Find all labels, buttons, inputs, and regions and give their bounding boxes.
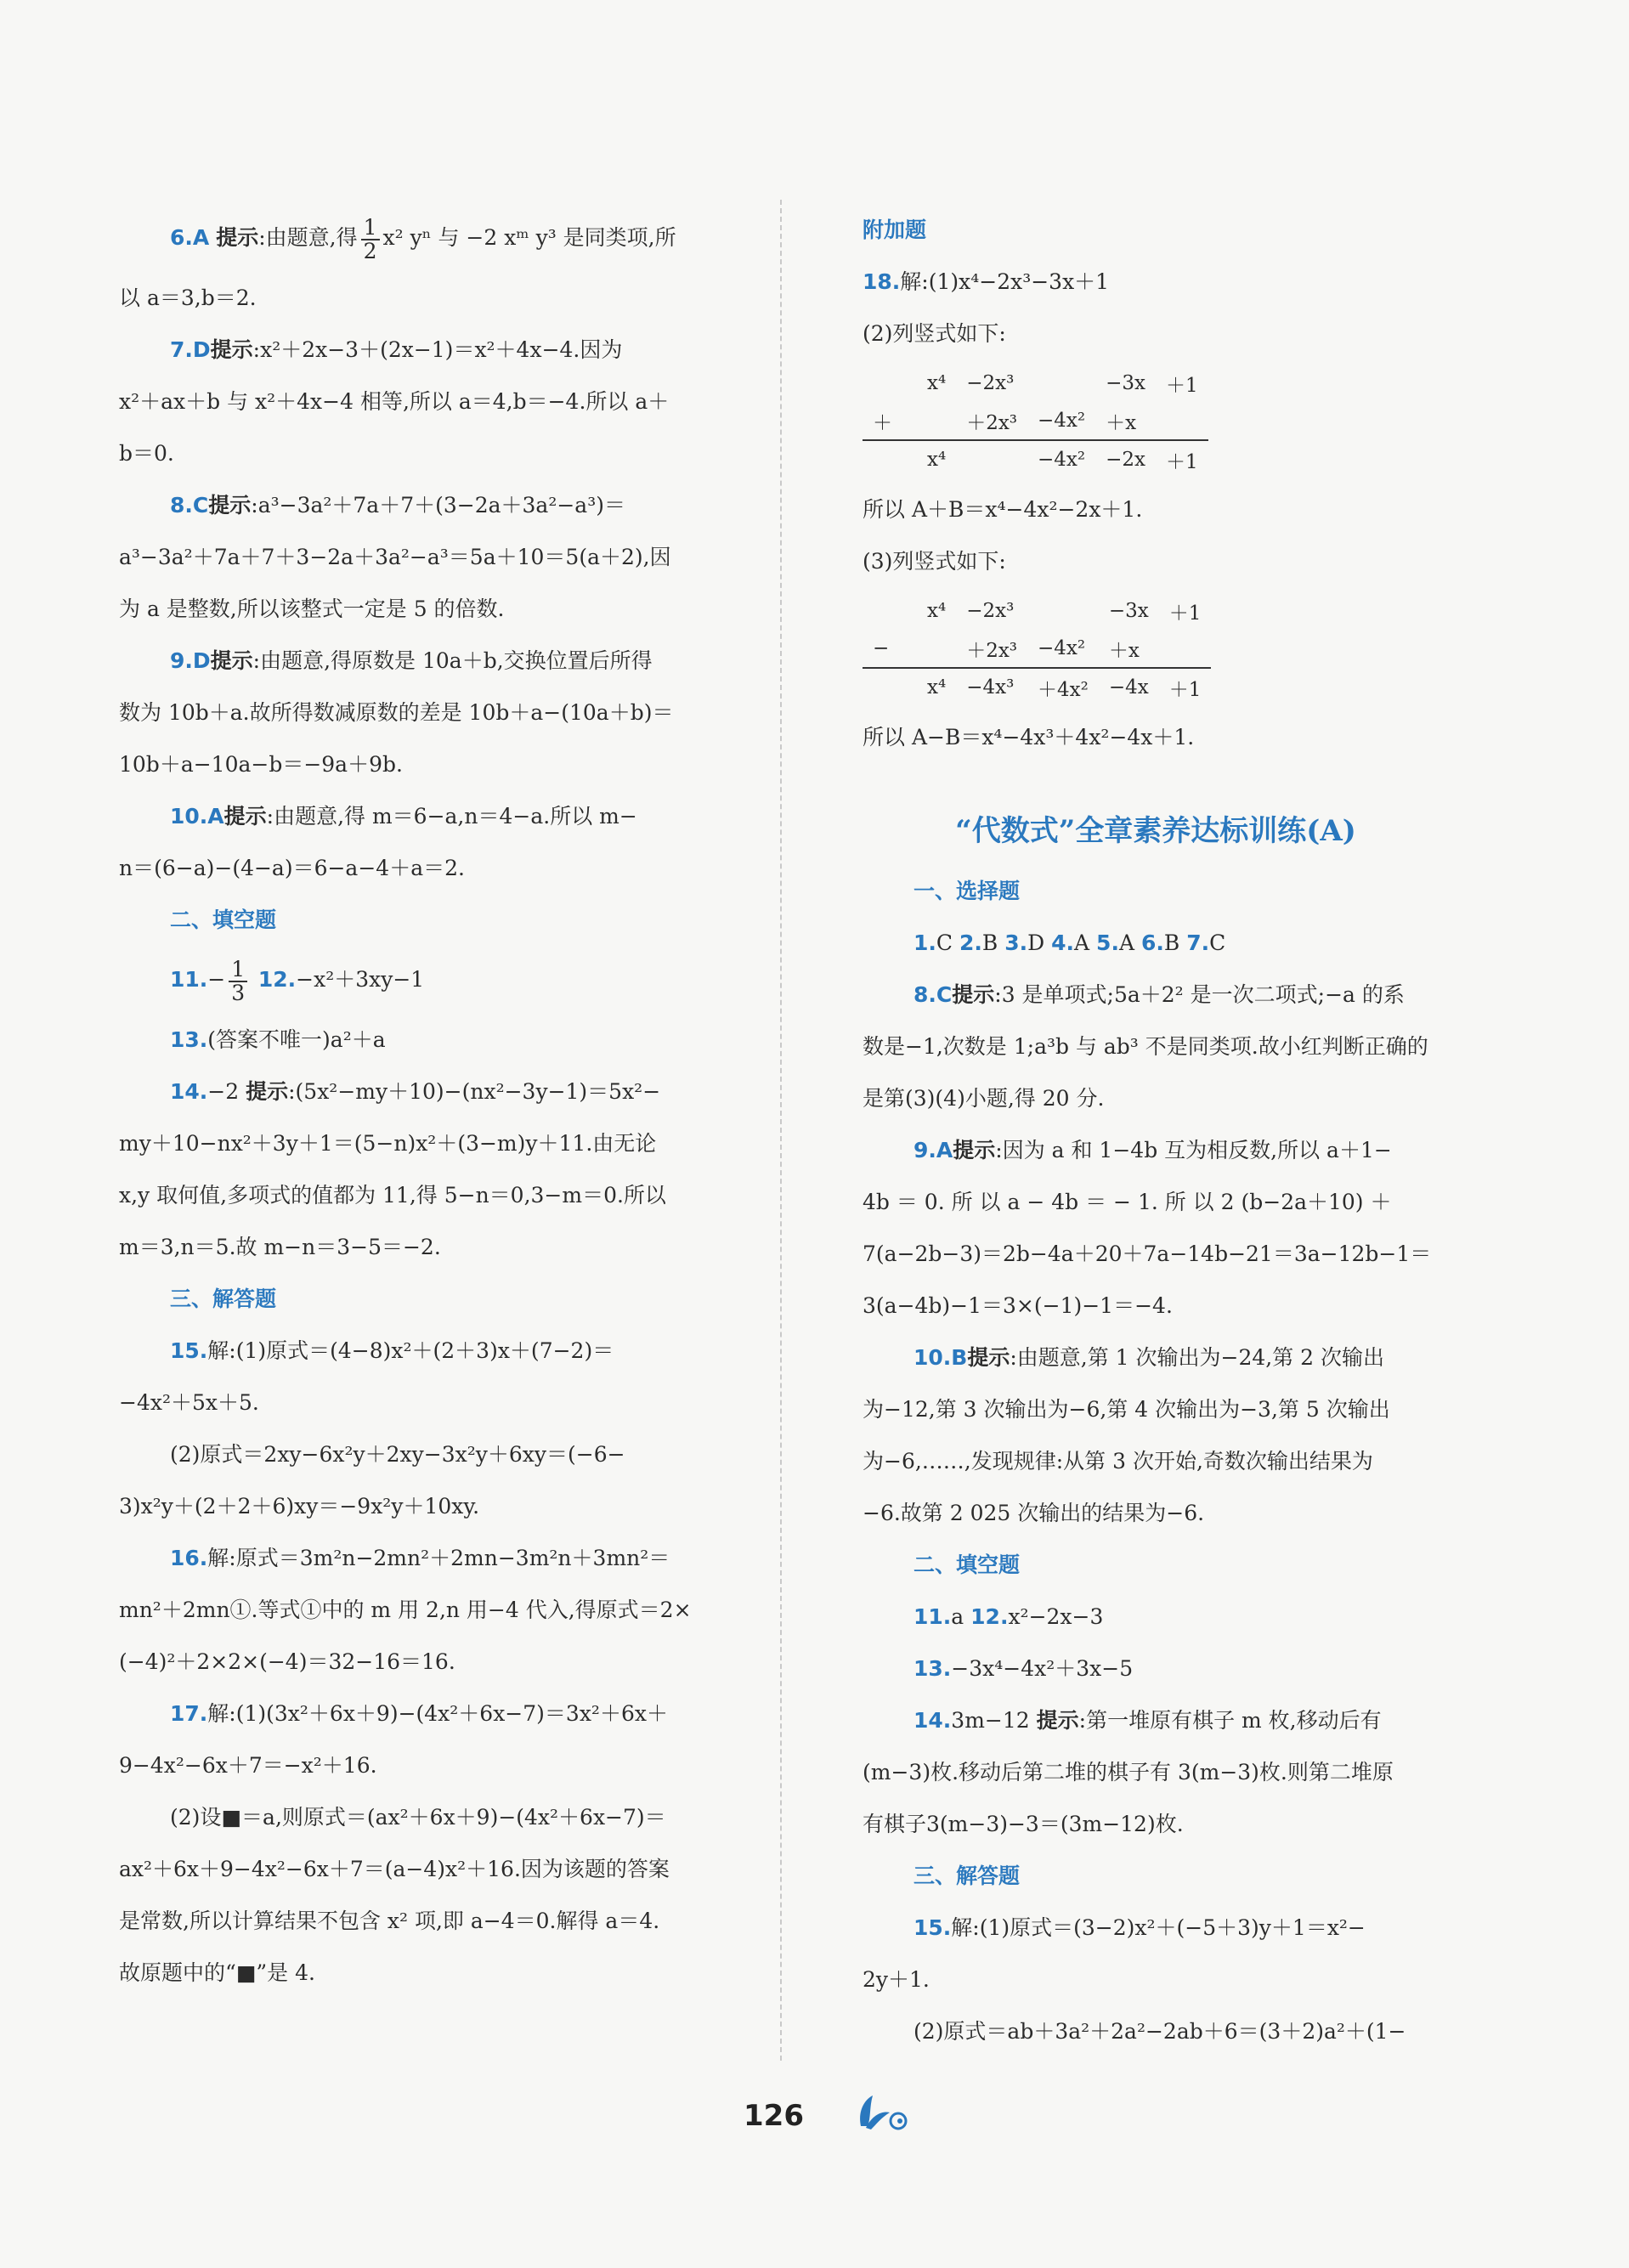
answer-text: m＝3,n＝5.故 m−n＝3−5＝−2. bbox=[119, 1235, 441, 1259]
answer-text: x,y 取何值,多项式的值都为 11,得 5−n＝0,3−m＝0.所以 bbox=[119, 1183, 666, 1208]
answer-text: :a³−3a²＋7a＋7＋(3−2a＋3a²−a³)＝ bbox=[251, 493, 625, 518]
answer-text: :第一堆原有棋子 m 枚,移动后有 bbox=[1078, 1708, 1382, 1733]
table-cell: ＋1 bbox=[1156, 440, 1208, 478]
answer-line bbox=[119, 1014, 752, 1066]
table-cell bbox=[1159, 630, 1212, 668]
table-cell: ＋x bbox=[1106, 411, 1137, 434]
question-number: 15. bbox=[913, 1915, 952, 1940]
answer-line bbox=[863, 917, 1449, 969]
answer-text: :由题意,得原数是 10a＋b,交换位置后所得 bbox=[252, 648, 653, 673]
question-number: 14. bbox=[170, 1079, 208, 1104]
answer-text: :x²＋2x−3＋(2x−1)＝x²＋4x−4.因为 bbox=[252, 337, 623, 362]
answer-text: 是第(3)(4)小题,得 20 分. bbox=[863, 1086, 1105, 1111]
fraction-numerator: 1 bbox=[361, 217, 380, 240]
answer-text: 2y＋1. bbox=[863, 1967, 930, 1992]
table-cell: −4x² bbox=[1038, 637, 1086, 659]
table-cell: ＋1 bbox=[1166, 374, 1198, 397]
answer-text: 解:(1)原式＝(3−2)x²＋(−5＋3)y＋1＝x²− bbox=[951, 1915, 1366, 1940]
answer-line bbox=[863, 1591, 1449, 1643]
section-heading bbox=[863, 865, 1449, 917]
answer-line bbox=[119, 1739, 752, 1791]
question-number: 7. bbox=[1186, 930, 1210, 955]
table-row bbox=[863, 402, 1208, 440]
table-row bbox=[863, 440, 1208, 478]
answer-text: :因为 a 和 1−4b 互为相反数,所以 a＋1− bbox=[995, 1138, 1392, 1162]
answer-text: 是常数,所以计算结果不包含 x² 项,即 a−4＝0.解得 a＝4. bbox=[119, 1909, 660, 1933]
answer-text: 9−4x²−6x＋7＝−x²＋16. bbox=[119, 1753, 377, 1778]
fraction bbox=[229, 956, 247, 1005]
answer-line bbox=[863, 1124, 1449, 1176]
q18-part3-result: 所以 A−B＝x⁴−4x³＋4x²−4x＋1. bbox=[863, 725, 1195, 749]
left-column bbox=[119, 204, 752, 1999]
question-number: 13. bbox=[913, 1656, 952, 1681]
answer-line bbox=[119, 324, 752, 376]
answer-text: −3x⁴−4x²＋3x−5 bbox=[951, 1656, 1134, 1681]
table-cell: x⁴ bbox=[927, 372, 947, 394]
answer-line bbox=[119, 842, 752, 894]
hint-label: 提示 bbox=[210, 337, 253, 362]
answer-text: 3m−12 bbox=[951, 1708, 1037, 1733]
table-cell: x⁴ bbox=[927, 600, 947, 622]
answer-line bbox=[863, 969, 1449, 1021]
fraction-denominator: 3 bbox=[231, 980, 246, 1005]
answer-text: (m−3)枚.移动后第二堆的棋子有 3(m−3)枚.则第二堆原 bbox=[863, 1760, 1394, 1784]
answer-text: x²＋ax＋b 与 x²＋4x−4 相等,所以 a＝4,b＝−4.所以 a＋ bbox=[119, 389, 670, 414]
answer-text: x² yⁿ 与 −2 xᵐ y³ 是同类项,所 bbox=[382, 225, 676, 250]
answer-text: −2 bbox=[207, 1079, 246, 1104]
answer-line bbox=[119, 1377, 752, 1428]
question-number: 10.B bbox=[913, 1345, 968, 1370]
question-number: 15. bbox=[170, 1338, 208, 1363]
answer-line bbox=[863, 1176, 1449, 1228]
q18-part3-label: (3)列竖式如下: bbox=[863, 549, 1006, 574]
answer-text: 解:(1)原式＝(4−8)x²＋(2＋3)x＋(7−2)＝ bbox=[207, 1338, 614, 1363]
table-cell: x⁴ bbox=[917, 440, 956, 478]
table-cell: ＋x bbox=[1108, 639, 1140, 662]
question-number: 1. bbox=[913, 930, 936, 955]
section-title: “代数式”全章素养达标训练(A) bbox=[955, 814, 1356, 848]
question-number: 4. bbox=[1051, 930, 1075, 955]
question-number: 11. bbox=[913, 1604, 952, 1629]
hint-label: 提示 bbox=[967, 1345, 1010, 1370]
answer-line bbox=[863, 1746, 1449, 1798]
answer-text: −6.故第 2 025 次输出的结果为−6. bbox=[863, 1501, 1205, 1525]
answer-line bbox=[119, 531, 752, 583]
answer-line bbox=[119, 1791, 752, 1843]
answer-text: 7(a−2b−3)＝2b−4a＋20＋7a−14b−21＝3a−12b−1＝ bbox=[863, 1241, 1432, 1266]
section-heading-text: 一、选择题 bbox=[913, 879, 1021, 903]
answer-line bbox=[119, 1688, 752, 1739]
fraction-numerator: 1 bbox=[229, 959, 247, 982]
table-cell bbox=[1027, 365, 1095, 402]
question-number: 11. bbox=[170, 967, 208, 992]
answer-text: 以 a＝3,b＝2. bbox=[119, 286, 257, 310]
hint-label: 提示 bbox=[210, 648, 253, 673]
table-cell bbox=[956, 440, 1027, 478]
answer-line bbox=[119, 1843, 752, 1895]
answer-line bbox=[863, 1954, 1449, 2005]
answer-line bbox=[863, 1694, 1449, 1746]
answer-line bbox=[863, 1435, 1449, 1487]
question-number: 9.D bbox=[170, 648, 211, 673]
answer-line bbox=[119, 204, 752, 272]
table-cell: −2x bbox=[1095, 440, 1156, 478]
table-cell bbox=[917, 402, 956, 440]
answer-text: a³−3a²＋7a＋7＋3−2a＋3a²−a³＝5a＋10＝5(a＋2),因 bbox=[119, 545, 671, 569]
question-number: 12. bbox=[251, 967, 297, 992]
section-heading bbox=[863, 1539, 1449, 1591]
answer-text: (2)设■＝a,则原式＝(ax²＋6x＋9)−(4x²＋6x−7)＝ bbox=[170, 1805, 666, 1830]
spacer bbox=[209, 225, 216, 250]
answer-text: :由题意,得 m＝6−a,n＝4−a.所以 m− bbox=[266, 804, 637, 829]
question-number: 12. bbox=[970, 1604, 1009, 1629]
answer-line bbox=[119, 635, 752, 687]
answer-line bbox=[863, 2005, 1449, 2057]
table-cell: −2x³ bbox=[966, 372, 1015, 394]
answer-text: 10b＋a−10a−b＝−9a＋9b. bbox=[119, 752, 403, 777]
answer-text: (2)原式＝ab＋3a²＋2a²−2ab＋6＝(3＋2)a²＋(1− bbox=[913, 2019, 1406, 2044]
answer-line bbox=[863, 1902, 1449, 1954]
answer-line bbox=[863, 1072, 1449, 1124]
answer-line bbox=[119, 427, 752, 479]
table-cell: −3x bbox=[1108, 600, 1149, 622]
q18-part1: 解:(1)x⁴−2x³−3x＋1 bbox=[900, 269, 1110, 294]
column-divider bbox=[780, 200, 782, 2061]
answer-line bbox=[863, 1228, 1449, 1280]
answer-text: a bbox=[951, 1604, 971, 1629]
answer-text: :3 是单项式;5a＋2² 是一次二项式;−a 的系 bbox=[994, 982, 1405, 1007]
question-number: 7.D bbox=[170, 337, 211, 362]
hint-label: 提示 bbox=[208, 493, 252, 518]
answer-text: −4x²＋5x＋5. bbox=[119, 1390, 259, 1415]
table-row bbox=[863, 630, 1211, 668]
table-cell bbox=[863, 668, 917, 706]
table-cell: −4x bbox=[1099, 668, 1159, 706]
hint-label: 提示 bbox=[216, 225, 259, 250]
table-cell bbox=[863, 365, 917, 402]
table-cell bbox=[917, 630, 956, 668]
answer-line bbox=[119, 376, 752, 427]
answer-line bbox=[119, 1221, 752, 1273]
table-cell bbox=[863, 592, 917, 630]
q18-part2-result: 所以 A＋B＝x⁴−4x²−2x＋1. bbox=[863, 497, 1143, 522]
answer-line bbox=[119, 479, 752, 531]
question-number: 14. bbox=[913, 1708, 952, 1733]
answer-line bbox=[119, 1584, 752, 1636]
table-cell: ＋1 bbox=[1168, 602, 1202, 625]
answer-text: 为−6,……,发现规律:从第 3 次开始,奇数次输出结果为 bbox=[863, 1449, 1373, 1473]
table-cell: ＋ bbox=[873, 411, 892, 434]
question-number: 9.A bbox=[913, 1138, 953, 1162]
answer-line bbox=[119, 1480, 752, 1532]
right-column bbox=[863, 204, 1449, 2057]
leaf-ornament-icon bbox=[854, 2092, 913, 2135]
answer-line bbox=[119, 946, 752, 1014]
section-heading-text: 三、解答题 bbox=[913, 1864, 1021, 1888]
answer-text: (−4)²＋2×2×(−4)＝32−16＝16. bbox=[119, 1649, 455, 1674]
question-number: 6.A bbox=[170, 225, 210, 250]
vertical-subtraction-table bbox=[863, 592, 1211, 706]
section-heading-text: 二、填空题 bbox=[170, 908, 277, 932]
table-cell: − bbox=[873, 637, 890, 659]
answer-line bbox=[119, 1169, 752, 1221]
table-cell bbox=[1156, 402, 1208, 440]
q18-number: 18. bbox=[863, 269, 901, 294]
question-number: 10.A bbox=[170, 804, 224, 829]
answer-line bbox=[119, 1325, 752, 1377]
answer-line bbox=[119, 1428, 752, 1480]
answer-text: 解:(1)(3x²＋6x＋9)−(4x²＋6x−7)＝3x²＋6x＋ bbox=[207, 1701, 668, 1726]
fraction bbox=[361, 214, 380, 263]
table-row bbox=[863, 668, 1211, 706]
answer-text: 解:原式＝3m²n−2mn²＋2mn−3m²n＋3mn²＝ bbox=[207, 1546, 670, 1570]
bonus-section bbox=[863, 204, 1449, 763]
question-number: 2. bbox=[959, 930, 982, 955]
answer-line bbox=[119, 1066, 752, 1117]
answer-line bbox=[119, 738, 752, 790]
answer-text: 为−12,第 3 次输出为−6,第 4 次输出为−3,第 5 次输出 bbox=[863, 1397, 1390, 1422]
question-number: 16. bbox=[170, 1546, 208, 1570]
table-cell: ＋2x³ bbox=[966, 411, 1018, 434]
answer-text: n＝(6−a)−(4−a)＝6−a−4＋a＝2. bbox=[119, 856, 465, 880]
table-cell: ＋2x³ bbox=[966, 639, 1018, 662]
answer-text: −x²＋3xy−1 bbox=[296, 967, 425, 992]
answer-line bbox=[119, 1636, 752, 1688]
answer-line bbox=[863, 1643, 1449, 1694]
hint-label: 提示 bbox=[223, 804, 267, 829]
table-cell: −4x³ bbox=[956, 668, 1027, 706]
question-number: 17. bbox=[170, 1701, 208, 1726]
answer-text: ax²＋6x＋9−4x²−6x＋7＝(a−4)x²＋16.因为该题的答案 bbox=[119, 1857, 670, 1881]
answer-line bbox=[119, 790, 752, 842]
fraction-denominator: 2 bbox=[363, 238, 377, 263]
table-cell: −4x² bbox=[1038, 410, 1086, 432]
answer-text: 4b ＝ 0. 所 以 a − 4b ＝ − 1. 所 以 2 (b−2a＋10) ＋ bbox=[863, 1190, 1392, 1214]
answer-choice: A bbox=[1118, 930, 1141, 955]
section-heading bbox=[119, 1273, 752, 1325]
table-cell bbox=[863, 440, 917, 478]
table-cell: −2x³ bbox=[966, 600, 1015, 622]
table-cell: ＋4x² bbox=[1027, 668, 1099, 706]
table-row bbox=[863, 592, 1211, 630]
answer-line bbox=[863, 1280, 1449, 1332]
section-heading bbox=[863, 1850, 1449, 1902]
table-cell: ＋1 bbox=[1159, 668, 1212, 706]
answer-line bbox=[119, 272, 752, 324]
answer-text: b＝0. bbox=[119, 441, 174, 466]
answer-text: 3)x²y＋(2＋2＋6)xy＝−9x²y＋10xy. bbox=[119, 1494, 480, 1519]
section-heading-text: 二、填空题 bbox=[913, 1553, 1021, 1577]
table-cell: −3x bbox=[1106, 372, 1146, 394]
question-number: 8.C bbox=[170, 493, 209, 518]
page-number: 126 bbox=[744, 2099, 804, 2133]
answer-choice: B bbox=[981, 930, 1005, 955]
answer-text: x²−2x−3 bbox=[1008, 1604, 1104, 1629]
answer-line bbox=[119, 1532, 752, 1584]
answer-line bbox=[119, 583, 752, 635]
answer-choice: B bbox=[1163, 930, 1187, 955]
answer-choice: A bbox=[1074, 930, 1097, 955]
vertical-addition-table bbox=[863, 365, 1208, 478]
answer-text: (答案不唯一)a²＋a bbox=[207, 1027, 386, 1052]
question-number: 13. bbox=[170, 1027, 208, 1052]
answer-text: (2)原式＝2xy−6x²y＋2xy−3x²y＋6xy＝(−6− bbox=[170, 1442, 625, 1467]
hint-label: 提示 bbox=[1036, 1708, 1079, 1733]
answer-line bbox=[119, 1947, 752, 1999]
answer-line bbox=[863, 1798, 1449, 1850]
answer-choice: C bbox=[1209, 930, 1226, 955]
table-cell bbox=[1027, 592, 1099, 630]
hint-label: 提示 bbox=[953, 1138, 996, 1162]
answer-text: 为 a 是整数,所以该整式一定是 5 的倍数. bbox=[119, 597, 505, 621]
answer-choice: D bbox=[1027, 930, 1052, 955]
answer-line bbox=[863, 1021, 1449, 1072]
table-cell: x⁴ bbox=[917, 668, 956, 706]
answer-line bbox=[863, 1332, 1449, 1383]
answer-text: my＋10−nx²＋3y＋1＝(5−n)x²＋(3−m)y＋11.由无论 bbox=[119, 1131, 657, 1156]
question-number: 5. bbox=[1096, 930, 1119, 955]
question-number: 8.C bbox=[913, 982, 953, 1007]
answer-text: :由题意,第 1 次输出为−24,第 2 次输出 bbox=[1010, 1345, 1385, 1370]
q18-part2-label: (2)列竖式如下: bbox=[863, 321, 1006, 346]
table-cell: −4x² bbox=[1027, 440, 1095, 478]
answer-text: mn²＋2mn①.等式①中的 m 用 2,n 用−4 代入,得原式＝2× bbox=[119, 1598, 692, 1622]
answer-text: 故原题中的“■”是 4. bbox=[119, 1960, 315, 1985]
answer-choice: C bbox=[936, 930, 959, 955]
answer-text: :(5x²−my＋10)−(nx²−3y−1)＝5x²− bbox=[288, 1079, 661, 1104]
answer-line bbox=[119, 1895, 752, 1947]
answer-text: − bbox=[207, 967, 226, 992]
answer-line bbox=[863, 1383, 1449, 1435]
answer-text: :由题意,得 bbox=[258, 225, 358, 250]
answer-line bbox=[119, 687, 752, 738]
question-number: 3. bbox=[1004, 930, 1028, 955]
section-heading-text: 三、解答题 bbox=[170, 1287, 277, 1311]
section-heading bbox=[119, 894, 752, 946]
hint-label: 提示 bbox=[952, 982, 995, 1007]
answer-text: 数是−1,次数是 1;a³b 与 ab³ 不是同类项.故小红判断正确的 bbox=[863, 1034, 1428, 1059]
hint-label: 提示 bbox=[246, 1079, 289, 1104]
table-row bbox=[863, 365, 1208, 402]
bonus-heading: 附加题 bbox=[863, 218, 927, 242]
question-number: 6. bbox=[1140, 930, 1164, 955]
answer-line bbox=[863, 1487, 1449, 1539]
answer-text: 3(a−4b)−1＝3×(−1)−1＝−4. bbox=[863, 1293, 1173, 1318]
answer-text: 有棋子3(m−3)−3＝(3m−12)枚. bbox=[863, 1812, 1184, 1836]
answer-text: 数为 10b＋a.故所得数减原数的差是 10b＋a−(10a＋b)＝ bbox=[119, 700, 674, 725]
section-answers bbox=[863, 865, 1449, 2057]
answer-line bbox=[119, 1117, 752, 1169]
